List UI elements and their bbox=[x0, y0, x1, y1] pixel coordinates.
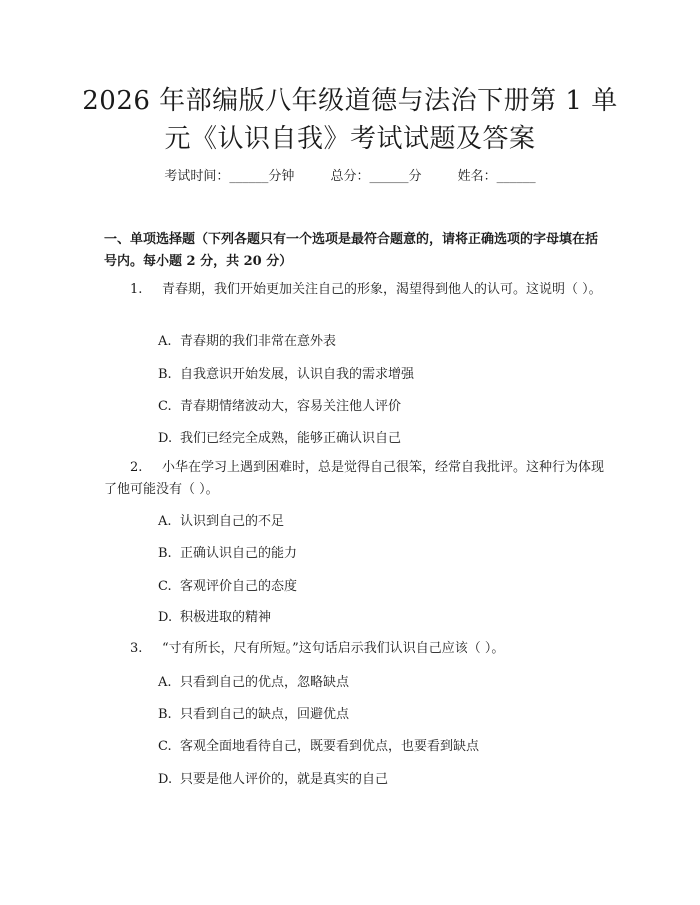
option-letter: D. bbox=[158, 772, 173, 787]
option-letter: B. bbox=[158, 546, 172, 561]
option-letter: C. bbox=[158, 579, 172, 594]
option-2a bbox=[158, 513, 598, 531]
option-text: 只要是他人评价的，就是真实的自己 bbox=[180, 772, 389, 787]
option-1c bbox=[158, 398, 598, 416]
option-text: 青春期的我们非常在意外表 bbox=[180, 334, 337, 349]
option-letter: A. bbox=[158, 675, 172, 690]
option-2b bbox=[158, 545, 598, 563]
option-letter: B. bbox=[158, 707, 172, 722]
option-text: 认识到自己的不足 bbox=[180, 514, 285, 529]
question-number: 3. bbox=[130, 641, 143, 656]
section-heading: 一、单项选择题（下列各题只有一个选项是最符合题意的，请将正确选项的字母填在括号内。每小题 2 分，共 20 分） bbox=[104, 232, 599, 269]
question-text: 小华在学习上遇到困难时，总是觉得自己很笨，经常自我批评。这种行为体现了他可能没有（ ）。 bbox=[104, 460, 605, 497]
question-text: 青春期，我们开始更加关注自己的形象，渴望得到他人的认可。这说明（ ）。 bbox=[162, 282, 602, 297]
option-letter: B. bbox=[158, 367, 172, 382]
option-text: 青春期情绪波动大，容易关注他人评价 bbox=[180, 399, 402, 414]
option-3a bbox=[158, 674, 598, 692]
student-name: 姓名：______ bbox=[457, 169, 536, 184]
option-text: 客观全面地看待自己，既要看到优点，也要看到缺点 bbox=[180, 739, 480, 754]
question-2 bbox=[104, 457, 604, 501]
question-number: 2. bbox=[130, 460, 143, 475]
title-line-2: 元《认识自我》考试试题及答案 bbox=[164, 124, 536, 154]
question-text: “寸有所长，尺有所短。”这句话启示我们认识自己应该（ ）。 bbox=[162, 641, 505, 656]
exam-time: 考试时间：______分钟 bbox=[164, 169, 295, 184]
option-text: 正确认识自己的能力 bbox=[180, 546, 298, 561]
page-title bbox=[60, 82, 640, 158]
option-1a bbox=[158, 333, 598, 351]
option-letter: C. bbox=[158, 399, 172, 414]
option-text: 积极进取的精神 bbox=[180, 610, 272, 625]
exam-info bbox=[0, 168, 700, 186]
option-2c bbox=[158, 578, 598, 596]
option-text: 自我意识开始发展，认识自我的需求增强 bbox=[180, 367, 415, 382]
option-text: 只看到自己的缺点，回避优点 bbox=[180, 707, 350, 722]
option-3d bbox=[158, 771, 598, 789]
option-text: 我们已经完全成熟，能够正确认识自己 bbox=[180, 431, 402, 446]
question-3 bbox=[104, 638, 604, 660]
title-line-1: 2026 年部编版八年级道德与法治下册第 1 单 bbox=[82, 86, 618, 116]
option-letter: C. bbox=[158, 739, 172, 754]
option-text: 客观评价自己的态度 bbox=[180, 579, 298, 594]
option-letter: D. bbox=[158, 431, 173, 446]
option-3c bbox=[158, 738, 598, 756]
option-letter: A. bbox=[158, 514, 172, 529]
option-letter: D. bbox=[158, 610, 173, 625]
option-1d bbox=[158, 430, 598, 448]
option-2d bbox=[158, 609, 598, 627]
option-1b bbox=[158, 366, 598, 384]
question-1 bbox=[104, 279, 604, 301]
option-letter: A. bbox=[158, 334, 172, 349]
question-number: 1. bbox=[130, 282, 143, 297]
option-3b bbox=[158, 706, 598, 724]
option-text: 只看到自己的优点，忽略缺点 bbox=[180, 675, 350, 690]
total-score: 总分：______分 bbox=[330, 169, 422, 184]
